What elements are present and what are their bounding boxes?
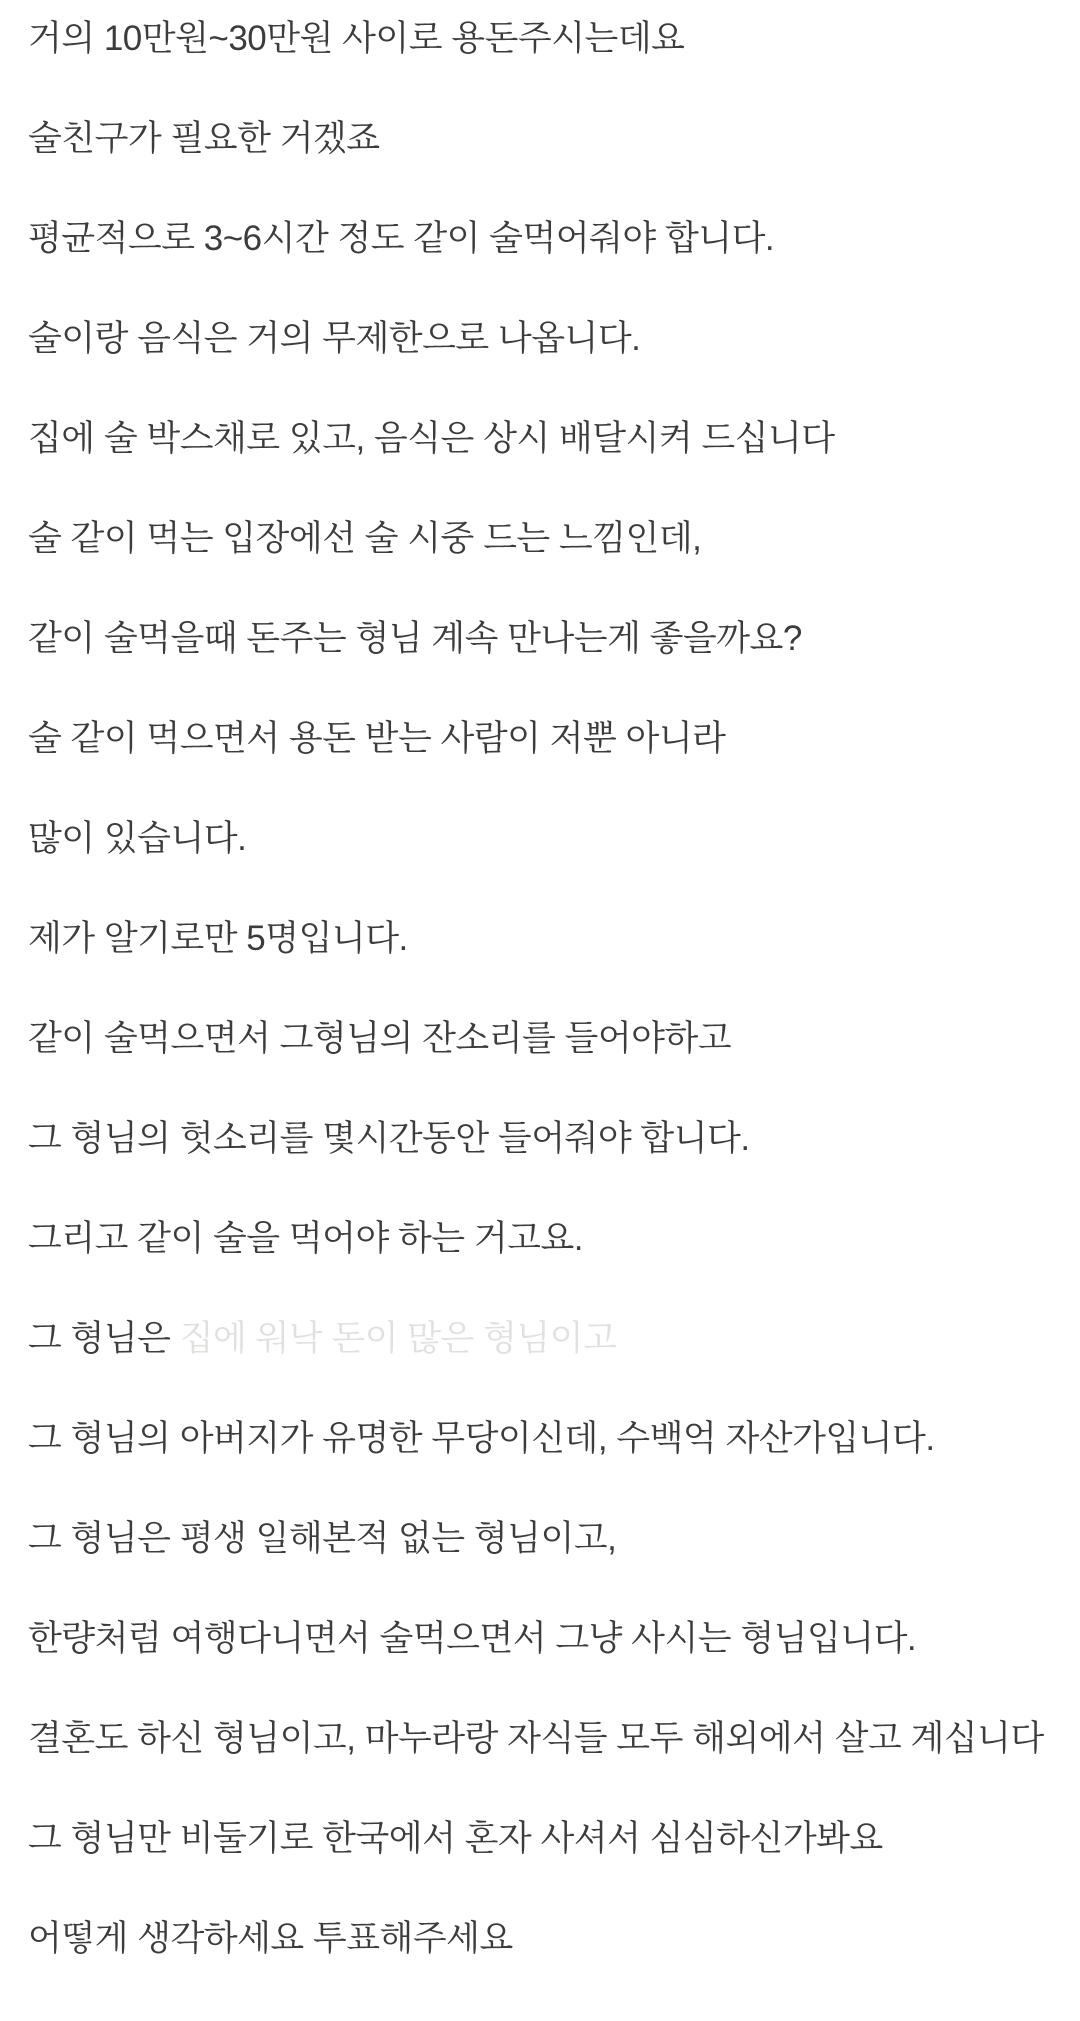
- paragraph-text: 그 형님만 비둘기로 한국에서 혼자 사셔서 심심하신가봐요: [28, 1819, 883, 1858]
- paragraph-faded-text: 집에 워낙 돈이 많은 형님이고: [179, 1319, 617, 1358]
- paragraph-text: 술친구가 필요한 거겠죠: [28, 119, 380, 158]
- paragraph-text: 그 형님의 아버지가 유명한 무당이신데, 수백억 자산가입니다.: [28, 1419, 935, 1458]
- post-paragraph: [28, 514, 1050, 564]
- paragraph-text: 같이 술먹을때 돈주는 형님 계속 만나는게 좋을까요?: [28, 619, 802, 658]
- post-paragraph: [28, 1514, 1050, 1564]
- post-paragraph: [28, 914, 1050, 964]
- paragraph-text: 제가 알기로만 5명입니다.: [28, 919, 408, 958]
- post-paragraph: [28, 1114, 1050, 1164]
- post-paragraph: [28, 214, 1050, 264]
- post-paragraph: [28, 14, 1050, 64]
- post-paragraph: [28, 1914, 1050, 1964]
- post-paragraph: [28, 314, 1050, 364]
- post-paragraph: [28, 614, 1050, 664]
- post-paragraph: [28, 1814, 1050, 1864]
- paragraph-text: 거의 10만원~30만원 사이로 용돈주시는데요: [28, 19, 685, 58]
- post-paragraph: [28, 1214, 1050, 1264]
- paragraph-text: 술이랑 음식은 거의 무제한으로 나옵니다.: [28, 319, 641, 358]
- paragraph-text: 그리고 같이 술을 먹어야 하는 거고요.: [28, 1219, 583, 1258]
- paragraph-text: 평균적으로 3~6시간 정도 같이 술먹어줘야 합니다.: [28, 219, 775, 258]
- paragraph-text: 그 형님은 평생 일해본적 없는 형님이고,: [28, 1519, 617, 1558]
- paragraph-text: 같이 술먹으면서 그형님의 잔소리를 들어야하고: [28, 1019, 732, 1058]
- paragraph-text: 그 형님의 헛소리를 몇시간동안 들어줘야 합니다.: [28, 1119, 750, 1158]
- post-paragraph: [28, 714, 1050, 764]
- paragraph-text: 결혼도 하신 형님이고, 마누라랑 자식들 모두 해외에서 살고 계십니다: [28, 1719, 1044, 1758]
- paragraph-text: 많이 있습니다.: [28, 819, 247, 858]
- paragraph-text: 술 같이 먹으면서 용돈 받는 사람이 저뿐 아니라: [28, 719, 726, 758]
- post-paragraph: [28, 1614, 1050, 1664]
- paragraph-text: 그 형님은: [28, 1319, 180, 1358]
- post-paragraph: [28, 1314, 1050, 1364]
- post-paragraph: [28, 1714, 1050, 1764]
- paragraph-text: 술 같이 먹는 입장에선 술 시중 드는 느낌인데,: [28, 519, 702, 558]
- post-paragraph: [28, 814, 1050, 864]
- post-paragraph: [28, 414, 1050, 464]
- post-paragraph: [28, 1014, 1050, 1064]
- paragraph-text: 한량처럼 여행다니면서 술먹으면서 그냥 사시는 형님입니다.: [28, 1619, 917, 1658]
- paragraph-text: 어떻게 생각하세요 투표해주세요: [28, 1919, 513, 1958]
- post-paragraph: [28, 114, 1050, 164]
- paragraph-text: 집에 술 박스채로 있고, 음식은 상시 배달시켜 드십니다: [28, 419, 835, 458]
- post-paragraph: [28, 1414, 1050, 1464]
